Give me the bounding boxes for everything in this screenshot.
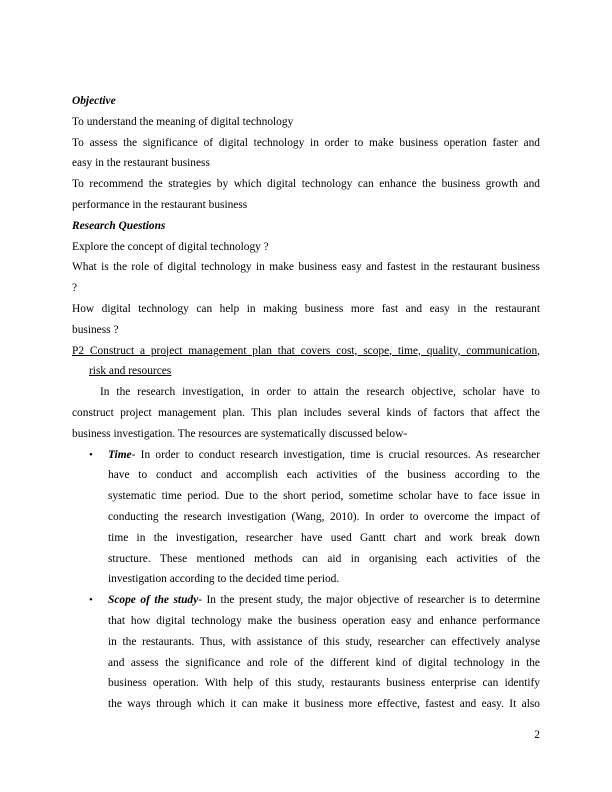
bullet-line: in the restaurants. Thus, with assistance of this study, researcher can effectively analyse <box>108 635 540 648</box>
bullet-line: business operation. With help of this study, restaurants business enterprise can identify <box>108 677 540 690</box>
bullet-line: systematic time period. Due to the short period, sometime scholar have to face issue in <box>108 490 540 503</box>
bullet-line: and assess the significance and role of the different kind of digital technology in the <box>108 656 540 669</box>
bullet-line: structure. These mentioned methods can aid in organising each activities of the <box>108 552 540 565</box>
bullet-time <box>72 445 540 591</box>
p2-heading-continued <box>72 361 540 382</box>
p2-heading-line2: risk and resources <box>89 365 172 378</box>
bullet-line: have to conduct and accomplish each activities of the business according to the <box>108 469 540 482</box>
research-question-line: ? <box>72 282 78 295</box>
bullet-line <box>108 590 540 611</box>
bullet-line-text: - In order to conduct research investigation, time is crucial resources. As researcher <box>131 448 540 461</box>
bullet-line: that how digital technology make the business operation easy and enhance performance <box>108 614 540 627</box>
bullet-line: investigation according to the decided time period. <box>108 573 340 586</box>
bullet-term: Scope of the study <box>108 594 199 607</box>
bullet-symbol: • <box>89 448 93 461</box>
objective-line: easy in the restaurant business <box>72 157 210 170</box>
objective-line: To recommend the strategies by which digital technology can enhance the business growth and <box>72 178 540 191</box>
research-question-line: What is the role of digital technology in make business easy and fastest in the restaurant business <box>72 261 540 274</box>
bullet-symbol: • <box>89 594 93 607</box>
page-number: 2 <box>534 729 540 741</box>
p2-intro-line: construct project management plan. This plan includes several kinds of factors that affect the <box>72 406 540 419</box>
research-question-line: How digital technology can help in making business more fast and easy in the restaurant <box>72 302 540 315</box>
p2-heading: P2 Construct a project management plan that covers cost, scope, time, quality, communication, <box>72 344 540 357</box>
objective-heading: Objective <box>72 95 116 107</box>
page-content <box>72 91 540 715</box>
bullet-scope <box>72 590 540 715</box>
bullet-line: the ways through which it can make it business more effective, fastest and easy. It also <box>108 698 540 711</box>
bullet-term: Time <box>108 448 132 461</box>
objective-line: performance in the restaurant business <box>72 198 248 211</box>
bullet-line <box>108 445 540 466</box>
objective-line: To understand the meaning of digital technology <box>72 115 294 128</box>
bullet-line: time in the investigation, researcher have used Gantt chart and work break down <box>108 531 540 544</box>
objective-line: To assess the significance of digital technology in order to make business operation faster and <box>72 136 540 149</box>
research-question-line: business ? <box>72 323 119 336</box>
research-questions-heading: Research Questions <box>72 219 166 232</box>
p2-intro-line: business investigation. The resources are systematically discussed below- <box>72 427 408 440</box>
p2-intro-line: In the research investigation, in order to attain the research objective, scholar have to <box>100 386 540 399</box>
bullet-line-text: - In the present study, the major objective of researcher is to determine <box>198 594 540 607</box>
research-question-line: Explore the concept of digital technology ? <box>72 240 269 253</box>
bullet-line: conducting the research investigation (Wang, 2010). In order to overcome the impact of <box>108 510 540 523</box>
